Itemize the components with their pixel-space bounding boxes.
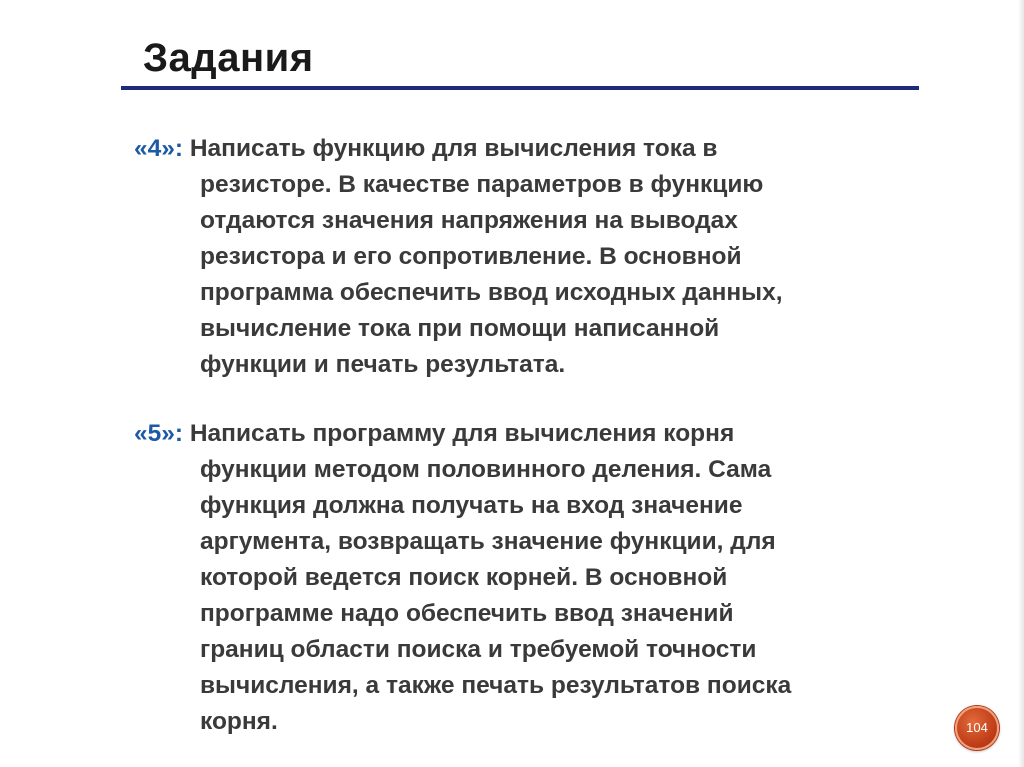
page-number: 104 [966, 720, 988, 735]
task-text-line: аргумента, возвращать значение функции, для [200, 528, 776, 555]
grade-label: «4»: [134, 135, 184, 162]
task-text-line: Написать функцию для вычисления тока в [189, 135, 718, 162]
task-text-line: вычисления, а также печать результатов поиска [200, 672, 792, 699]
task-text-line: Написать программу для вычисления корня [189, 420, 735, 447]
task-text-line: вычисление тока при помощи написанной [200, 315, 720, 342]
slide-title: Задания [143, 36, 314, 80]
task-text-line: функции и печать результата. [200, 351, 566, 378]
task-text-line: которой ведется поиск корней. В основной [200, 564, 728, 591]
task-text-line: функция должна получать на вход значение [200, 492, 743, 519]
task-text-line: корня. [200, 708, 278, 735]
task-text-line: программа обеспечить ввод исходных данных, [200, 279, 783, 306]
page-number-badge [955, 706, 999, 750]
title-underline [121, 86, 919, 90]
task-first-line [134, 416, 894, 452]
task-text-line: отдаются значения напряжения на выводах [200, 207, 738, 234]
slide-edge-shadow [1018, 0, 1024, 767]
task-text-line: функции методом половинного деления. Сама [200, 456, 772, 483]
task-text-line: программе надо обеспечить ввод значений [200, 600, 734, 627]
task-text-line: резистора и его сопротивление. В основной [200, 243, 742, 270]
grade-label: «5»: [134, 420, 184, 447]
task-grade-4 [134, 131, 894, 383]
task-text-line: границ области поиска и требуемой точности [200, 636, 757, 663]
task-text-line: резисторе. В качестве параметров в функцию [200, 171, 764, 198]
task-grade-5 [134, 416, 894, 740]
task-first-line [134, 131, 894, 167]
